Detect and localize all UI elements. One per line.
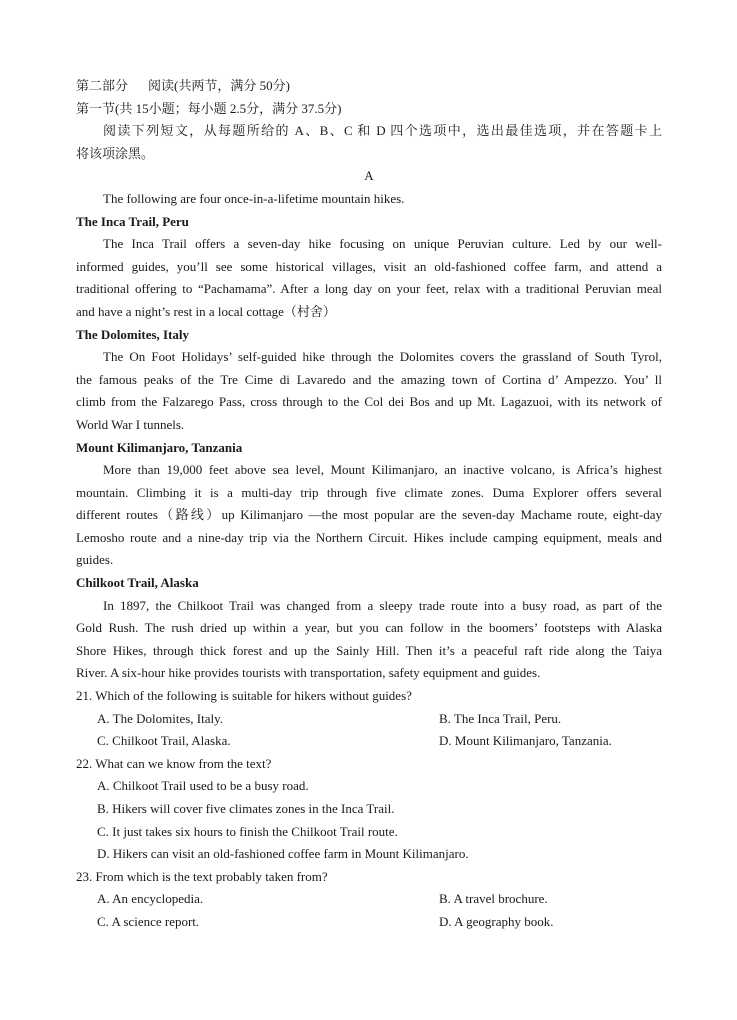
option-c: C. Chilkoot Trail, Alaska.: [97, 733, 231, 749]
passage-label: A: [364, 168, 374, 184]
option-c: C. It just takes six hours to finish the Chilkoot Trail route.: [97, 823, 398, 839]
paragraph-line: Gold Rush. The rush dried up within a year, but you can follow in the boomers’ footsteps with Alaska: [76, 620, 662, 636]
paragraph-line: The Inca Trail offers a seven-day hike focusing on unique Peruvian culture. Led by our well-: [103, 236, 662, 252]
paragraph-line: the famous peaks of the Tre Cime di Lavaredo and the amazing town of Cortina d’ Ampezzo. You’ ll: [76, 371, 662, 387]
section-heading-inca: The Inca Trail, Peru: [76, 213, 189, 229]
option-a: A. Chilkoot Trail used to be a busy road.: [97, 778, 309, 794]
section-heading-kilimanjaro: Mount Kilimanjaro, Tanzania: [76, 439, 243, 455]
paragraph-line: and have a night’s rest in a local cottage（村舍）: [76, 303, 336, 319]
section-title: 第一节(共 15小题；每小题 2.5分，满分 37.5分): [76, 100, 342, 116]
part-description: 阅读(共两节，满分 50分): [148, 78, 290, 93]
question-21-stem: 21. Which of the following is suitable for hikers without guides?: [76, 688, 412, 704]
option-b: B. Hikers will cover five climates zones in the Inca Trail.: [97, 801, 395, 816]
paragraph-line: mountain. Climbing it is a multi-day trip through five climate zones. Duma Explorer offers several: [76, 484, 662, 500]
question-23-options-row-2: [76, 911, 662, 934]
question-23-options-row-1: [76, 888, 662, 911]
option-d: D. Hikers can visit an old-fashioned coffee farm in Mount Kilimanjaro.: [97, 846, 469, 862]
paragraph-line: guides.: [76, 552, 114, 568]
section-heading-dolomites: The Dolomites, Italy: [76, 326, 190, 342]
option-a: A. An encyclopedia.: [97, 891, 204, 907]
question-22-stem: 22. What can we know from the text?: [76, 755, 272, 771]
question-21-options-row-2: [76, 730, 662, 753]
paragraph-line: different routes（路线）up Kilimanjaro —the most popular are the seven-day Machame route, eight-day: [76, 507, 662, 523]
option-a: A. The Dolomites, Italy.: [97, 710, 224, 726]
passage-intro: The following are four once-in-a-lifetime mountain hikes.: [103, 190, 405, 206]
paragraph-line: River. A six-hour hike provides tourists with transportation, safety equipment and guides.: [76, 665, 541, 681]
paragraph-line: Shore Hikes, through thick forest and up the Sainly Hill. Then it’s a peaceful raft ride along the Taiya: [76, 642, 662, 658]
exam-page: [76, 75, 662, 934]
option-d: D. A geography book.: [439, 913, 554, 929]
instruction-line-2: 将该项涂黑。: [76, 145, 155, 161]
option-b: B. The Inca Trail, Peru.: [439, 710, 562, 726]
part-heading: [76, 75, 662, 98]
section-heading-chilkoot: Chilkoot Trail, Alaska: [76, 575, 199, 591]
paragraph-line: informed guides, you’ll see some historical villages, visit an old-fashioned coffee farm, and attend a: [76, 258, 662, 274]
instruction-line-1: 阅读下列短文，从每题所给的 A、B、C 和 D 四个选项中，选出最佳选项，并在答题卡上: [103, 123, 662, 139]
paragraph-line: The On Foot Holidays’ self-guided hike through the Dolomites covers the grassland of South Tyrol,: [103, 349, 662, 365]
paragraph-line: traditional offering to “Pachamama”. After a long day on your feet, relax with a traditional Peruvian meal: [76, 281, 662, 297]
part-title: 第二部分: [76, 78, 129, 93]
paragraph-line: More than 19,000 feet above sea level, Mount Kilimanjaro, an inactive volcano, is Africa’s highest: [103, 462, 662, 478]
option-c: C. A science report.: [97, 913, 200, 929]
paragraph-line: Lemosho route and a nine-day trip via the Northern Circuit. Hikes include camping equipment, meals and: [76, 529, 662, 545]
paragraph-line: In 1897, the Chilkoot Trail was changed from a sleepy trade route into a busy road, as part of the: [103, 597, 662, 613]
paragraph-line: World War I tunnels.: [76, 416, 185, 432]
question-23-stem: 23. From which is the text probably taken from?: [76, 868, 328, 884]
option-b: B. A travel brochure.: [439, 891, 548, 907]
paragraph-line: climb from the Falzarego Pass, cross through to the Col dei Bos and up Mt. Lagazuoi, with its network of: [76, 394, 662, 410]
option-d: D. Mount Kilimanjaro, Tanzania.: [439, 733, 612, 749]
question-21-options-row-1: [76, 708, 662, 731]
